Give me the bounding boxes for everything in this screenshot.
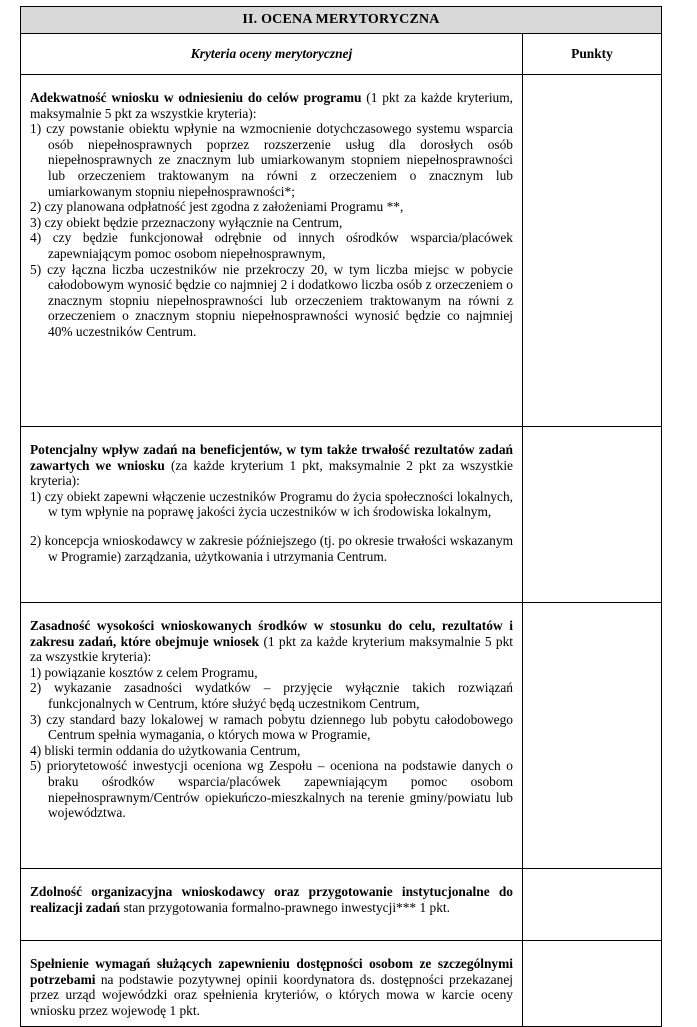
criterion-title: Adekwatność wniosku w odniesieniu do celów programu — [30, 90, 362, 105]
criterion-intro — [30, 442, 513, 489]
criterion-cell — [21, 75, 523, 427]
criteria-header: Kryteria oceny merytorycznej — [21, 34, 523, 75]
section-title-row — [21, 7, 662, 34]
criterion-title: Spełnienie wymagań służących zapewnieniu dostępności osobom ze szczególnymi potrzebami — [30, 956, 513, 987]
merit-evaluation-table — [20, 6, 662, 1027]
criterion-row-adequacy — [21, 75, 662, 427]
criterion-item: 4) bliski termin oddania do użytkowania Centrum, — [30, 742, 301, 758]
criterion-row-impact — [21, 427, 662, 603]
criterion-item: 5) priorytetowość inwestycji oceniona wg Zespołu – oceniona na podstawie danych o braku ośrodków wsparcia/placówek zapewniającym pomoc osobom niepełnosprawnym/Centrów opiekuńczo-mieszkalnych na terenie gminy/powiatu lub województwa. — [30, 758, 513, 821]
criterion-title: Zdolność organizacyjna wnioskodawcy oraz przygotowanie instytucjonalne do realizacji zadań — [30, 884, 513, 915]
criterion-cell — [21, 427, 523, 603]
criterion-note: na podstawie pozytywnej opinii koordynatora ds. dostępności przekazanej przez urząd wojewódzki oraz spełnienia kryteriów, o których mowa w karcie oceny wniosku przez wojewodę 1 pkt. — [30, 971, 513, 1018]
criterion-row-accessibility — [21, 941, 662, 1027]
criterion-row-funding — [21, 603, 662, 869]
points-cell[interactable] — [523, 869, 662, 941]
criterion-intro — [30, 884, 513, 915]
criterion-cell — [21, 869, 523, 941]
criterion-intro — [30, 956, 513, 1018]
criterion-item: 1) czy obiekt zapewni włączenie uczestników Programu do życia społeczności lokalnych, w tym wpłynie na poprawę jakości życia uczestników w ich środowiska lokalnym, — [30, 488, 513, 520]
points-cell[interactable] — [523, 941, 662, 1027]
criterion-title: Zasadność wysokości wnioskowanych środków w stosunku do celu, rezultatów i zakresu zadań, które obejmuje wniosek — [30, 618, 513, 649]
criterion-item: 1) powiązanie kosztów z celem Programu, — [30, 664, 258, 680]
criterion-cell — [21, 941, 523, 1027]
criterion-cell — [21, 603, 523, 869]
criterion-note: (1 pkt za każde kryterium, maksymalnie 5 pkt za wszystkie kryteria): — [30, 90, 514, 121]
criterion-title: Potencjalny wpływ zadań na beneficjentów, w tym także trwałość rezultatów zadań zawartych we wniosku — [30, 442, 513, 473]
criterion-intro — [30, 90, 513, 121]
criterion-note: (1 pkt za każde kryterium maksymalnie 5 pkt za wszystkie kryteria): — [30, 633, 513, 665]
criterion-row-organization — [21, 869, 662, 941]
header-row — [21, 34, 662, 75]
criterion-items — [30, 121, 513, 339]
points-cell[interactable] — [523, 427, 662, 603]
criterion-item: 3) czy standard bazy lokalowej w ramach pobytu dziennego lub pobytu całodobowego Centrum spełnia wymagania, o których mowa w Programie, — [30, 711, 513, 743]
criterion-item: 4) czy będzie funkcjonował odrębnie od innych ośrodków wsparcia/placówek zapewniającym pomoc osobom niepełnosprawnym, — [30, 230, 513, 261]
points-cell[interactable] — [523, 75, 662, 427]
criterion-intro — [30, 618, 513, 665]
criterion-item: 5) czy łączna liczba uczestników nie przekroczy 20, w tym liczba miejsc w pobycie całodobowym wynosić będzie co najmniej 2 i dodatkowo liczba osób z orzeczeniem o znacznym stopniu niepełnosprawności lub orzeczeniem traktowanym na równi z orzeczeniem o znacznym stopniu niepełnosprawności wynosić będzie co najmniej 40% uczestników Centrum. — [30, 261, 513, 339]
criterion-item: 2) czy planowana odpłatność jest zgodna z założeniami Programu **, — [30, 199, 404, 215]
criterion-item: 2) koncepcja wnioskodawcy w zakresie późniejszego (tj. po okresie trwałości wskazanym w Programie) zarządzania, użytkowania i utrzymania Centrum. — [30, 532, 513, 564]
criterion-note: (za każde kryterium 1 pkt, maksymalnie 2 pkt za wszystkie kryteria): — [30, 457, 513, 489]
section-title: II. OCENA MERYTORYCZNA — [21, 7, 662, 34]
criterion-items — [30, 489, 513, 564]
criterion-item: 3) czy obiekt będzie przeznaczony wyłącznie na Centrum, — [30, 214, 343, 230]
criterion-item: 1) czy powstanie obiektu wpłynie na wzmocnienie dotychczasowego systemu wsparcia osób niepełnosprawnych poprzez rozszerzenie usług dla dorosłych osób niepełnosprawnych ze znacznym lub umiarkowanym stopniem niepełnosprawności lub orzeczeniem traktowanym na równi z orzeczeniem o znacznym lub umiarkowanym stopniu niepełnosprawności*; — [30, 121, 513, 199]
points-cell[interactable] — [523, 603, 662, 869]
criterion-items — [30, 665, 513, 821]
criterion-item: 2) wykazanie zasadności wydatków – przyjęcie wyłącznie takich rozwiązań funkcjonalnych w Centrum, które służyć będą uczestnikom Centrum, — [30, 680, 513, 711]
criterion-note: stan przygotowania formalno-prawnego inwestycji*** 1 pkt. — [120, 899, 450, 915]
points-header: Punkty — [523, 34, 662, 75]
